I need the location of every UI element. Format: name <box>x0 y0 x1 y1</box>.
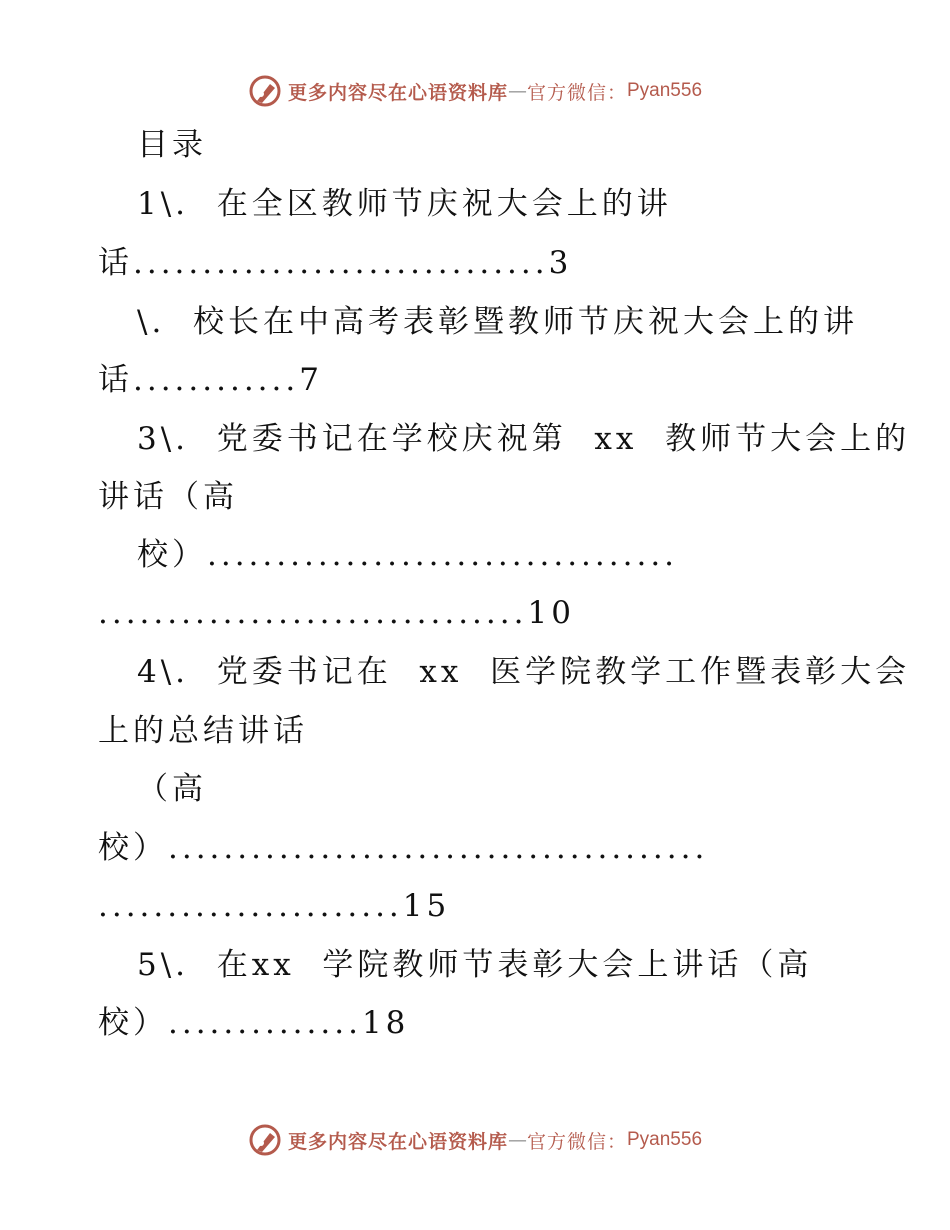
watermark-separator: — <box>507 80 527 102</box>
toc-line: 5\. 在xx 学院教师节表彰大会上讲话（高 <box>137 947 813 983</box>
watermark-banner-bottom <box>0 1120 950 1160</box>
watermark-wechat-label: 官方微信： <box>526 1130 627 1153</box>
toc-line: 话..............................3 <box>98 245 573 281</box>
toc-line: 校）.................................. <box>137 537 679 573</box>
watermark-wechat-id: Pyan556 <box>627 80 703 101</box>
toc-title: 目录 <box>137 127 207 163</box>
toc-line: 话............7 <box>98 362 323 398</box>
toc-line: 上的总结讲话 <box>98 713 308 749</box>
pen-logo-icon <box>248 1123 282 1157</box>
watermark-main-text: 更多内容尽在心语资料库 <box>287 1130 508 1153</box>
toc-line: 校）....................................... <box>98 830 709 866</box>
watermark-wechat-id: Pyan556 <box>627 1129 703 1150</box>
toc-line: 讲话（高 <box>98 479 238 515</box>
toc-line: （高 <box>137 771 207 807</box>
watermark-wechat-label: 官方微信： <box>526 81 627 104</box>
toc-line: 1\. 在全区教师节庆祝大会上的讲 <box>137 186 672 222</box>
watermark-main-text: 更多内容尽在心语资料库 <box>287 81 508 104</box>
toc-line: 3\. 党委书记在学校庆祝第 xx 教师节大会上的 <box>137 421 911 457</box>
toc-line: \. 校长在中高考表彰暨教师节庆祝大会上的讲 <box>137 304 859 340</box>
toc-line: 校）..............18 <box>98 1005 410 1041</box>
toc-line: 4\. 党委书记在 xx 医学院教学工作暨表彰大会 <box>137 654 911 690</box>
watermark-separator: — <box>507 1129 527 1151</box>
toc-line: ......................15 <box>98 888 451 924</box>
toc-line: ...............................10 <box>98 595 575 631</box>
